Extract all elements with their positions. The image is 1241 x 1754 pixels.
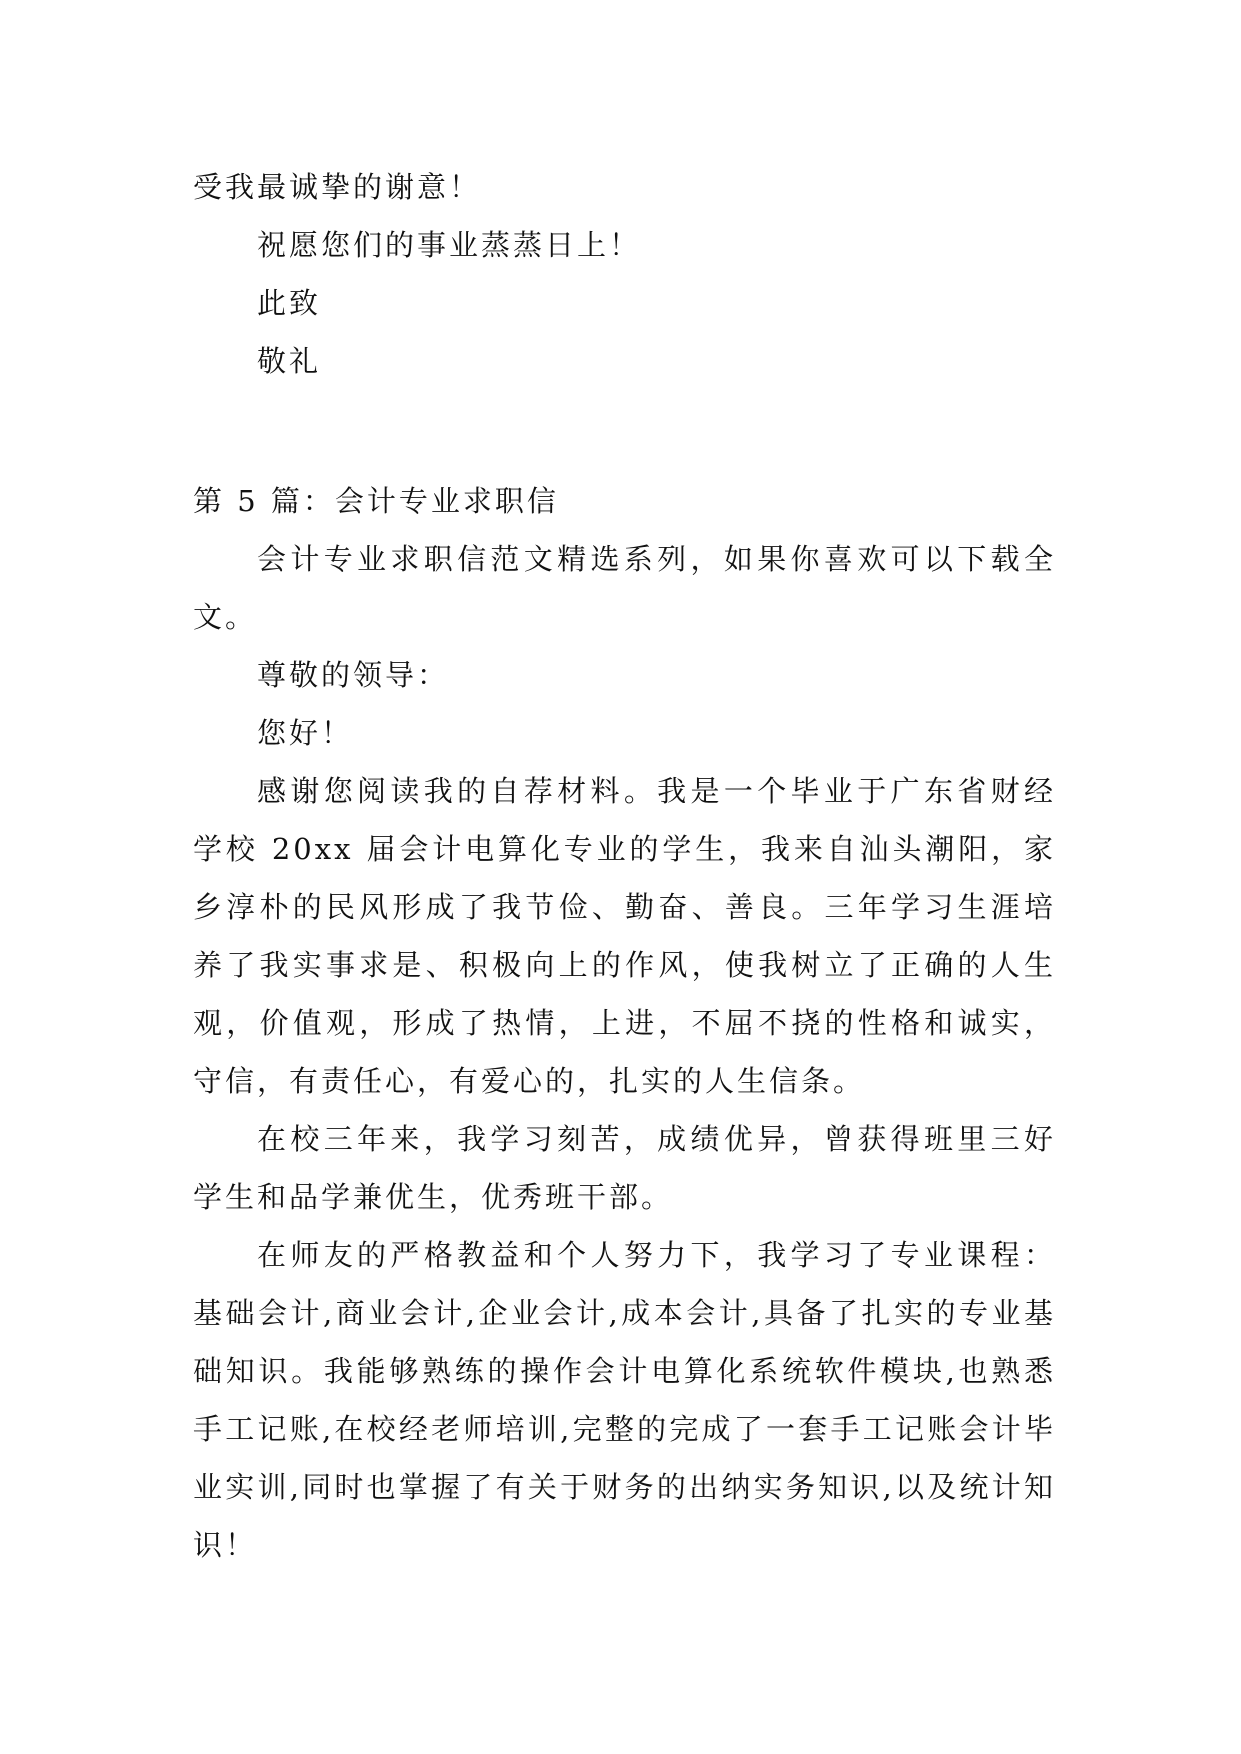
closing-wish: 祝愿您们的事业蒸蒸日上！ <box>257 228 642 262</box>
document-body <box>193 158 1056 1574</box>
body-paragraph: 在校三年来，我学习刻苦，成绩优异，曾获得班里三好学生和品学兼优生，优秀班干部。 <box>193 1122 1056 1214</box>
body-paragraph: 感谢您阅读我的自荐材料。我是一个毕业于广东省财经学校 20xx 届会计电算化专业的学生，我来自汕头潮阳，家乡淳朴的民风形成了我节俭、勤奋、善良。三年学习生涯培养了我实事求是、积极向上的作风，使我树立了正确的人生观，价值观，形成了热情，上进，不屈不挠的性格和诚实，守信，有责任心，有爱心的，扎实的人生信条。 <box>193 774 1056 1098</box>
greeting-line: 尊敬的领导： <box>257 658 450 692</box>
closing-salutation-2: 敬礼 <box>257 344 322 378</box>
section-gap <box>193 390 1056 448</box>
hello-line: 您好！ <box>257 716 354 750</box>
closing-salutation-1: 此致 <box>257 286 322 320</box>
carry-over-line: 受我最诚挚的谢意！ <box>193 170 482 204</box>
body-paragraph: 在师友的严格教益和个人努力下，我学习了专业课程：基础会计,商业会计,企业会计,成本会计,具备了扎实的专业基础知识。我能够熟练的操作会计电算化系统软件模块,也熟悉手工记账,在校经老师培训,完整的完成了一套手工记账会计毕业实训,同时也掌握了有关于财务的出纳实务知识,以及统计知识！ <box>193 1238 1056 1562</box>
section-title: 第 5 篇：会计专业求职信 <box>193 484 559 518</box>
intro-paragraph: 会计专业求职信范文精选系列，如果你喜欢可以下载全文。 <box>193 542 1056 634</box>
